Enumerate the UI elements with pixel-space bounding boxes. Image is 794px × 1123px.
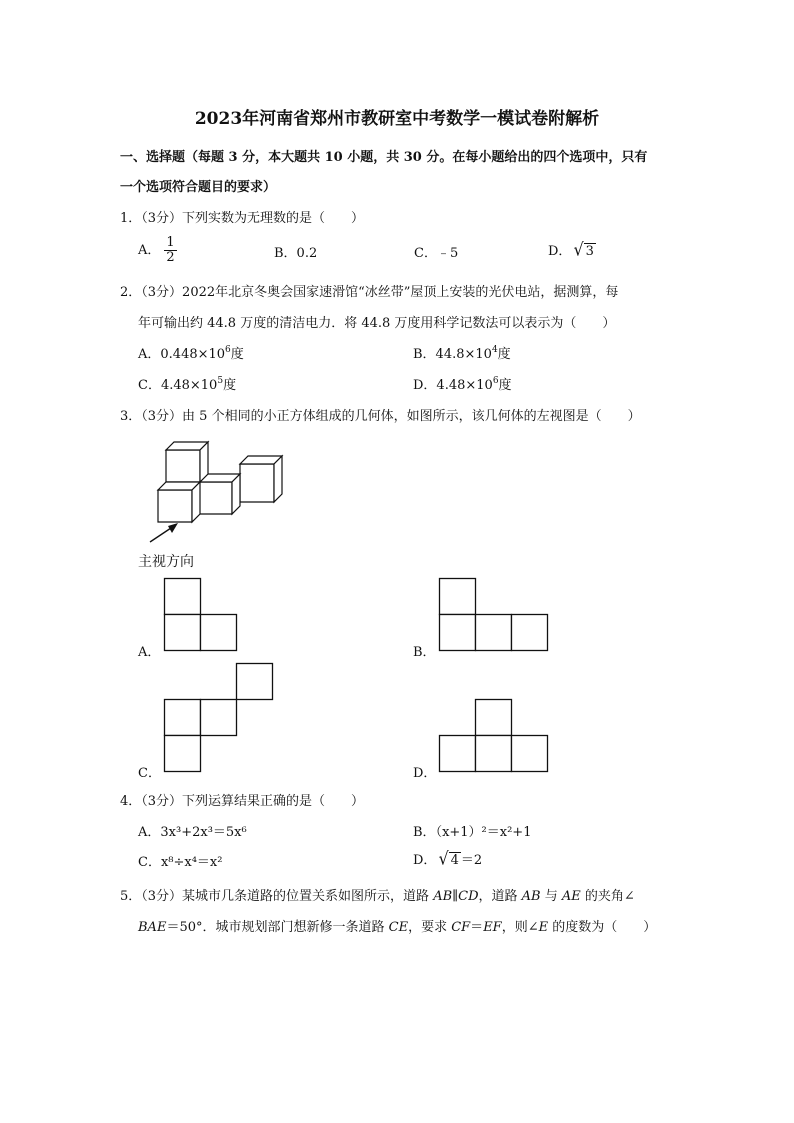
q2-option-a-base: A．0.448×10 (138, 347, 226, 362)
q1-sqrt: √ 3 (573, 239, 594, 260)
q2-option-c-base: C．4.48×10 (138, 378, 218, 393)
q2-option-b-unit: 度 (497, 347, 511, 362)
question-2-line1: 2．（3分）2022年北京冬奥会国家速滑馆“冰丝带”屋顶上安装的光伏电站，据测算，每 (120, 285, 619, 300)
q5-l1-a: 5．（3分）某城市几条道路的位置关系如图所示，道路 (120, 889, 434, 904)
q4-option-b-label: B． (413, 825, 436, 840)
q2-option-c-unit: 度 (223, 378, 237, 393)
q4-option-c-expr: x⁸÷x⁴＝x² (160, 855, 223, 870)
q3-option-b-label: B． (413, 645, 436, 660)
q1-option-d (548, 240, 596, 259)
q5-l2-g: EF (483, 920, 502, 935)
section-heading-line2: 一个选项符合题目的要求） (120, 180, 277, 195)
cube-back-right (240, 456, 282, 502)
q5-l2-d: ，要求 (408, 920, 452, 935)
q1-option-a (138, 236, 177, 265)
view-direction-arrow (150, 523, 178, 542)
q4-option-a-label: A． (138, 825, 161, 840)
q5-l2-f: ＝ (470, 920, 484, 935)
cube-middle (198, 474, 240, 514)
q5-l2-b: ＝50°．城市规划部门想新修一条道路 (166, 920, 389, 935)
q3-option-a-figure (164, 578, 238, 652)
q1-option-b: B．0.2 (274, 246, 318, 261)
q5-l2-i: E (538, 920, 549, 935)
q2-option-d-base: D．4.48×10 (413, 378, 493, 393)
q2-option-b-base: B．44.8×10 (413, 347, 492, 362)
q5-l1-e: 与 (540, 889, 562, 904)
q1-fraction-denominator: 2 (166, 250, 175, 265)
question-4-text: 4．（3分）下列运算结果正确的是（ ） (120, 794, 365, 809)
q5-l1-c: ，道路 (478, 889, 522, 904)
q1-fraction (164, 236, 176, 265)
q2-option-c-exp: 5 (217, 375, 224, 386)
question-2-line2: 年可输出约 44.8 万度的清洁电力．将 44.8 万度用科学记数法可以表示为（ ） (138, 316, 616, 331)
q5-l2-c: CE (388, 920, 409, 935)
q5-l2-j: 的度数为（ ） (548, 920, 657, 935)
q2-option-a-exp: 6 (225, 344, 231, 355)
cube-front-left (158, 482, 200, 522)
q1-option-a-label: A． (138, 243, 161, 258)
question-1-text: 1．（3分）下列实数为无理数的是（ ） (120, 211, 365, 226)
q1-fraction-numerator: 1 (166, 235, 175, 250)
q4-option-d-rest: ＝2 (460, 853, 483, 868)
view-direction-label: 主视方向 (138, 554, 194, 570)
q1-radicand: 3 (585, 244, 594, 259)
q4-option-a (138, 821, 247, 840)
q4-option-b-expr: （x+1）²＝x²+1 (435, 825, 532, 840)
q4-option-c-label: C． (138, 855, 161, 870)
q1-option-c: C．﹣5 (414, 246, 459, 261)
q1-option-d-label: D． (548, 244, 572, 259)
q2-option-d-exp: 6 (492, 375, 499, 386)
q4-option-d-label: D． (413, 853, 437, 868)
q4-option-c (138, 851, 222, 870)
q5-l1-d: AB (521, 889, 541, 904)
q3-cube-figure (150, 434, 290, 554)
q3-option-c-figure (164, 663, 274, 773)
q5-l1-g: 的夹角∠ (580, 889, 635, 904)
q3-option-a-label: A． (138, 645, 161, 660)
q5-l1-b: AB∥CD (433, 889, 479, 904)
q3-option-b-figure (439, 578, 549, 652)
question-3-text: 3．（3分）由 5 个相同的小正方体组成的几何体，如图所示，该几何体的左视图是（ ） (120, 409, 641, 424)
section-heading-line1: 一、选择题（每题 3 分，本大题共 10 小题，共 30 分。在每小题给出的四个选项中，只有 (120, 150, 648, 165)
q5-l2-e: CF (451, 920, 471, 935)
q4-radicand: 4 (450, 853, 459, 868)
q2-option-a-unit: 度 (230, 347, 244, 362)
q3-option-d-label: D． (413, 766, 437, 781)
q2-option-b (413, 343, 511, 362)
q4-option-a-expr: 3x³+2x³＝5x⁶ (160, 825, 247, 840)
q4-option-d (413, 849, 482, 868)
q4-sqrt: √ 4 (438, 848, 459, 869)
q3-option-d-figure (439, 699, 549, 773)
q2-option-d (413, 374, 512, 393)
q2-option-b-exp: 4 (491, 344, 498, 355)
q5-l2-a: BAE (138, 920, 167, 935)
q2-option-d-unit: 度 (498, 378, 512, 393)
question-5-line2 (138, 916, 656, 935)
q2-option-a (138, 343, 244, 362)
q5-l1-f: AE (561, 889, 581, 904)
q2-option-c (138, 374, 236, 393)
cube-top (166, 442, 208, 482)
question-5-line1 (120, 885, 635, 904)
page-title: 2023年河南省郑州市教研室中考数学一模试卷附解析 (194, 109, 600, 129)
q4-option-b (413, 821, 531, 840)
q5-l2-h: ，则∠ (501, 920, 539, 935)
q3-option-c-label: C． (138, 766, 161, 781)
